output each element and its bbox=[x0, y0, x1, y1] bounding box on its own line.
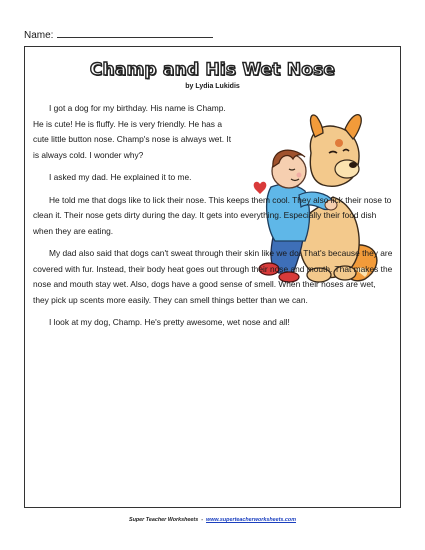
story-paragraph bbox=[33, 193, 393, 240]
name-field-row bbox=[24, 28, 213, 41]
name-label: Name: bbox=[24, 30, 54, 41]
footer-separator: - bbox=[201, 517, 204, 523]
story-paragraph-text: He told me that dogs like to lick their nose. This keeps them cool. They also lick their nose to clean it. Their nose gets dirty during the day. It gets into everything. Especially their food dish when they are eating. bbox=[33, 194, 392, 236]
footer-brand: Super Teacher Worksheets bbox=[129, 517, 199, 523]
story-frame bbox=[24, 46, 401, 508]
page-footer bbox=[0, 517, 425, 523]
story-text bbox=[33, 101, 393, 338]
footer-url-link[interactable]: www.superteacherworksheets.com bbox=[206, 517, 296, 523]
story-title: Champ and His Wet Nose bbox=[89, 60, 336, 80]
story-paragraph: I asked my dad. He explained it to me. bbox=[49, 172, 192, 182]
story-paragraph: I look at my dog, Champ. He's pretty awesome, wet nose and all! bbox=[49, 317, 290, 327]
story-byline: by Lydia Lukidis bbox=[185, 83, 240, 90]
story-paragraph: My dad also said that dogs can't sweat through their skin like we do. That's because they are covered with fur. Instead, their body heat goes out through their nose and mouth. That makes the nose and mouth stay wet. Also, dogs have a good sense of smell. When their noses are wet, they pick up scents more easily. They can smell things better than we can. bbox=[33, 248, 393, 305]
story-paragraph: I got a dog for my birthday. His name is Champ. He is cute! He is fluffy. He is very friendly. He has a cute little button nose. Champ's nose is always wet. It is always cold. I wonder why? bbox=[33, 103, 232, 160]
name-blank-line[interactable] bbox=[57, 28, 213, 38]
